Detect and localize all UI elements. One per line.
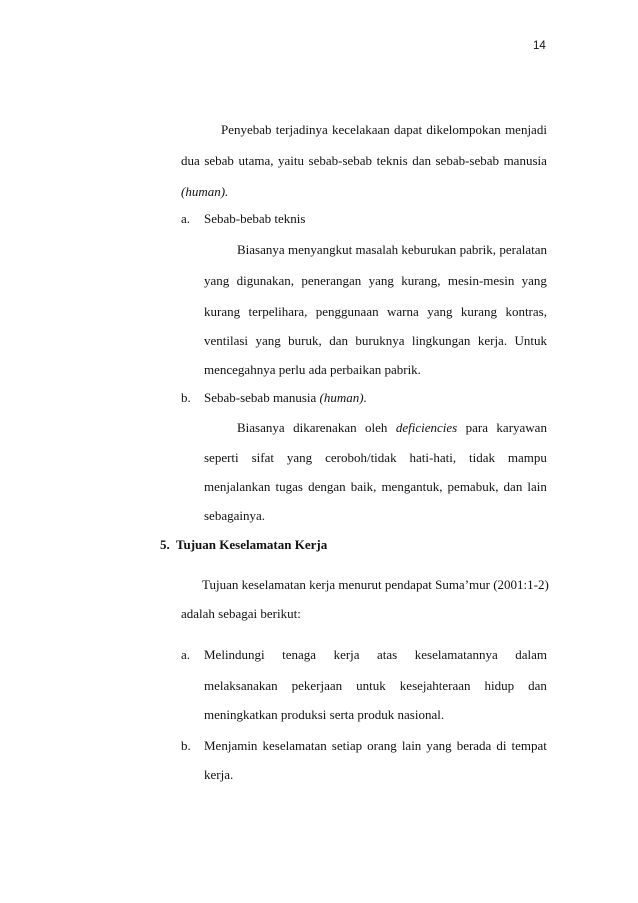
word: sebab-sebab [308, 153, 373, 168]
word: setiap [331, 738, 363, 753]
item-b-line-4: sebagainya. [204, 508, 266, 523]
word: yang [521, 273, 547, 288]
item-a-line-2 [204, 273, 547, 289]
word: melaksanakan [204, 678, 278, 693]
word: dan [412, 153, 431, 168]
intro-line-3: (human). [181, 184, 229, 199]
section-5-intro-line-1: Tujuan keselamatan kerja menurut pendapat Suma’mur (2001:1-2) [202, 577, 549, 592]
word: berada [456, 738, 492, 753]
item-a-line-4 [204, 333, 547, 349]
intro-line-1 [221, 122, 547, 138]
word: kecelakaan [332, 122, 390, 137]
word: terpelihara, [248, 304, 308, 319]
word: kurang [460, 304, 498, 319]
word: buruk, [288, 333, 322, 348]
item-b-title [204, 390, 367, 406]
word: terjadinya [275, 122, 328, 137]
word: baik, [350, 479, 377, 494]
word: tempat [511, 738, 547, 753]
item-a-marker: a. [181, 211, 191, 226]
word: di [496, 738, 507, 753]
item-a-line-3 [204, 304, 547, 320]
word: sebab [204, 153, 234, 168]
word: mesin-mesin [447, 273, 515, 288]
word: kerja. [477, 333, 508, 348]
word: Melindungi [204, 647, 265, 662]
item-b-marker: b. [181, 390, 191, 405]
word: kontras, [505, 304, 547, 319]
word: atas [377, 647, 398, 662]
item-b-title-plain: Sebab-sebab manusia [204, 390, 320, 405]
item-a-title: Sebab-bebab teknis [204, 211, 306, 226]
word: keburukan [401, 242, 457, 257]
word: dan [329, 333, 348, 348]
item-a-line-5: mencegahnya perlu ada perbaikan pabrik. [204, 362, 421, 377]
word: yang [255, 333, 281, 348]
word: kurang, [401, 273, 441, 288]
word: Untuk [514, 333, 547, 348]
word: mengantuk, [381, 479, 443, 494]
section-5-item-b-line-1 [204, 738, 547, 754]
section-5-item-a-line-3: meningkatkan produksi serta produk nasional. [204, 707, 445, 722]
item-b-line-3 [204, 479, 547, 495]
word: yang [426, 738, 452, 753]
word: yaitu [278, 153, 304, 168]
word: kerja [333, 647, 360, 662]
word: peralatan [499, 242, 547, 257]
word: penggunaan [315, 304, 379, 319]
word: penerangan [301, 273, 362, 288]
word: pemabuk, [447, 479, 499, 494]
word: Penyebab [221, 122, 272, 137]
word: yang [368, 273, 394, 288]
word: kurang [204, 304, 241, 319]
word: lain [401, 738, 422, 753]
word: menjalankan [204, 479, 271, 494]
word: yang [286, 450, 313, 465]
word: dan [528, 678, 547, 693]
item-b-line-2 [204, 450, 547, 466]
item-b-line-1-word: karyawan [496, 420, 547, 435]
word: hidup [484, 678, 515, 693]
word: orang [367, 738, 397, 753]
word: sebab-sebab [435, 153, 500, 168]
section-5-item-a-line-2 [204, 678, 547, 694]
word: tenaga [282, 647, 317, 662]
page-number: 14 [533, 40, 546, 52]
item-b-line-1-word: dikarenakan [293, 420, 357, 435]
section-5-item-a-marker: a. [181, 647, 191, 662]
item-b-deficiencies: deficiencies [395, 420, 458, 435]
word: dalam [515, 647, 547, 662]
word: ventilasi [204, 333, 249, 348]
word: mampu [507, 450, 547, 465]
section-5-item-b-marker: b. [181, 738, 191, 753]
word: Menjamin [204, 738, 258, 753]
word: dua [181, 153, 200, 168]
word: manusia [503, 153, 547, 168]
word: hati-hati, [409, 450, 457, 465]
word: utama, [238, 153, 274, 168]
section-5-heading: 5. Tujuan Keselamatan Kerja [160, 537, 328, 552]
section-5-item-b-line-2: kerja. [204, 767, 234, 782]
word: kesejahteraan [399, 678, 471, 693]
word: menjadi [505, 122, 547, 137]
item-b-line-1-word: Biasanya [237, 420, 285, 435]
word: tugas [275, 479, 303, 494]
item-b-line-1 [237, 420, 547, 436]
word: seperti [204, 450, 239, 465]
word: dapat [394, 122, 423, 137]
item-b-title-italic: (human). [319, 390, 367, 405]
word: buruknya [355, 333, 405, 348]
word: dan [503, 479, 523, 494]
word: dengan [308, 479, 346, 494]
word: pabrik, [459, 242, 497, 257]
word: lingkungan [411, 333, 471, 348]
word: lain [527, 479, 547, 494]
word: masalah [355, 242, 399, 257]
word: pekerjaan [291, 678, 343, 693]
item-b-line-1-word: para [465, 420, 488, 435]
word: digunakan, [236, 273, 295, 288]
word: tidak [469, 450, 495, 465]
item-a-line-1 [237, 242, 547, 258]
word: yang [204, 273, 230, 288]
word: teknis [376, 153, 408, 168]
word: menyangkut [287, 242, 353, 257]
section-5-intro-line-2: adalah sebagai berikut: [181, 606, 301, 621]
word: warna [387, 304, 419, 319]
word: Biasanya [237, 242, 285, 257]
word: untuk [356, 678, 386, 693]
word: sifat [251, 450, 274, 465]
word: ceroboh/tidak [325, 450, 397, 465]
section-5-item-a-line-1 [204, 647, 547, 663]
word: yang [427, 304, 453, 319]
intro-line-2 [181, 153, 547, 169]
word: keselamatannya [414, 647, 498, 662]
item-b-line-1-word: oleh [365, 420, 388, 435]
word: keselamatan [262, 738, 327, 753]
word: dikelompokan [426, 122, 501, 137]
